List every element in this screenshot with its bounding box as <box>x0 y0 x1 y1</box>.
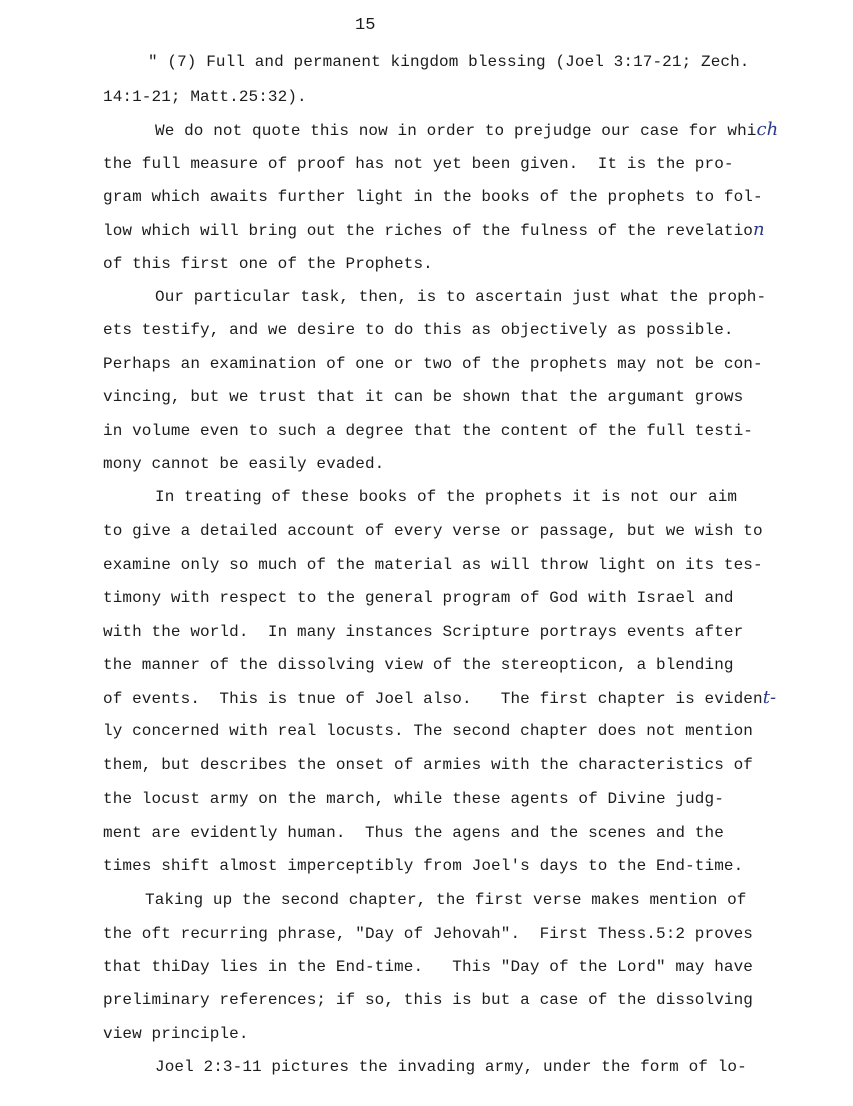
typed-text: the manner of the dissolving view of the stereopticon, a blending <box>103 656 734 674</box>
typed-text: with the world. In many instances Scripture portrays events after <box>103 623 744 641</box>
text-line <box>155 487 737 507</box>
text-line <box>103 588 734 608</box>
text-line <box>103 320 734 340</box>
typed-text: of events. This is tnue of Joel also. The first chapter is eviden <box>103 690 763 708</box>
text-line <box>103 220 765 241</box>
text-line <box>103 454 384 474</box>
typed-text: of this first one of the Prophets. <box>103 255 433 273</box>
typed-text: 14:1-21; Matt.25:32). <box>103 88 307 106</box>
typed-text: ets testify, and we desire to do this as objectively as possible. <box>103 321 734 339</box>
typed-text: gram which awaits further light in the books of the prophets to fol- <box>103 188 763 206</box>
handwritten-correction: ch <box>756 119 779 140</box>
text-line <box>103 856 743 876</box>
typed-text: ly concerned with real locusts. The second chapter does not mention <box>103 722 754 740</box>
text-line <box>103 354 763 374</box>
typed-text: times shift almost imperceptibly from Joel's days to the End-time. <box>103 857 744 875</box>
typed-text: We do not quote this now in order to prejudge our case for whi <box>155 122 757 140</box>
text-line <box>103 957 753 977</box>
text-line <box>145 890 747 910</box>
typed-text: the oft recurring phrase, "Day of Jehovah". First Thess.5:2 proves <box>103 925 754 943</box>
text-line <box>155 1057 747 1077</box>
typed-text: timony with respect to the general program of God with Israel and <box>103 589 734 607</box>
handwritten-correction: t- <box>762 687 777 708</box>
typed-text: the locust army on the march, while these agents of Divine judg- <box>103 790 724 808</box>
text-line <box>148 52 750 72</box>
typed-text: low which will bring out the riches of the fulness of the revelatio <box>103 222 754 240</box>
text-line <box>103 721 753 741</box>
text-line <box>103 622 743 642</box>
text-line <box>103 924 753 944</box>
typed-text: " (7) Full and permanent kingdom blessing (Joel 3:17-21; Zech. <box>148 53 750 71</box>
text-line <box>103 990 753 1010</box>
typed-text: examine only so much of the material as will throw light on its tes- <box>103 556 763 574</box>
typed-text: ment are evidently human. Thus the agens and the scenes and the <box>103 824 724 842</box>
text-line <box>103 387 743 407</box>
typed-text: Taking up the second chapter, the first verse makes mention of <box>145 891 747 909</box>
text-line <box>103 789 724 809</box>
typed-text: that thiDay lies in the End-time. This "Day of the Lord" may have <box>103 958 754 976</box>
typed-text: mony cannot be easily evaded. <box>103 455 385 473</box>
text-line <box>103 823 724 843</box>
text-line <box>103 421 753 441</box>
typed-text: Our particular task, then, is to ascertain just what the proph- <box>155 288 767 306</box>
typed-text: them, but describes the onset of armies with the characteristics of <box>103 756 754 774</box>
text-line <box>103 1024 249 1044</box>
text-line <box>155 287 766 307</box>
text-line <box>103 688 776 709</box>
typed-text: In treating of these books of the prophets it is not our aim <box>155 488 738 506</box>
text-line <box>103 154 734 174</box>
typed-text: Joel 2:3-11 pictures the invading army, under the form of lo- <box>155 1058 747 1076</box>
typed-text: the full measure of proof has not yet been given. It is the pro- <box>103 155 734 173</box>
handwritten-correction: n <box>753 219 765 240</box>
text-line <box>155 120 778 141</box>
page-number: 15 <box>355 16 376 35</box>
typed-text: preliminary references; if so, this is but a case of the dissolving <box>103 991 754 1009</box>
typed-text: to give a detailed account of every verse or passage, but we wish to <box>103 522 763 540</box>
text-line <box>103 755 753 775</box>
typed-text: view principle. <box>103 1025 249 1043</box>
text-line <box>103 87 307 107</box>
text-line <box>103 555 763 575</box>
text-line <box>103 254 433 274</box>
text-line <box>103 521 763 541</box>
text-line <box>103 655 734 675</box>
typed-text: in volume even to such a degree that the content of the full testi- <box>103 422 754 440</box>
text-line <box>103 187 763 207</box>
typed-text: Perhaps an examination of one or two of the prophets may not be con- <box>103 355 763 373</box>
typed-text: vincing, but we trust that it can be shown that the argumant grows <box>103 388 744 406</box>
